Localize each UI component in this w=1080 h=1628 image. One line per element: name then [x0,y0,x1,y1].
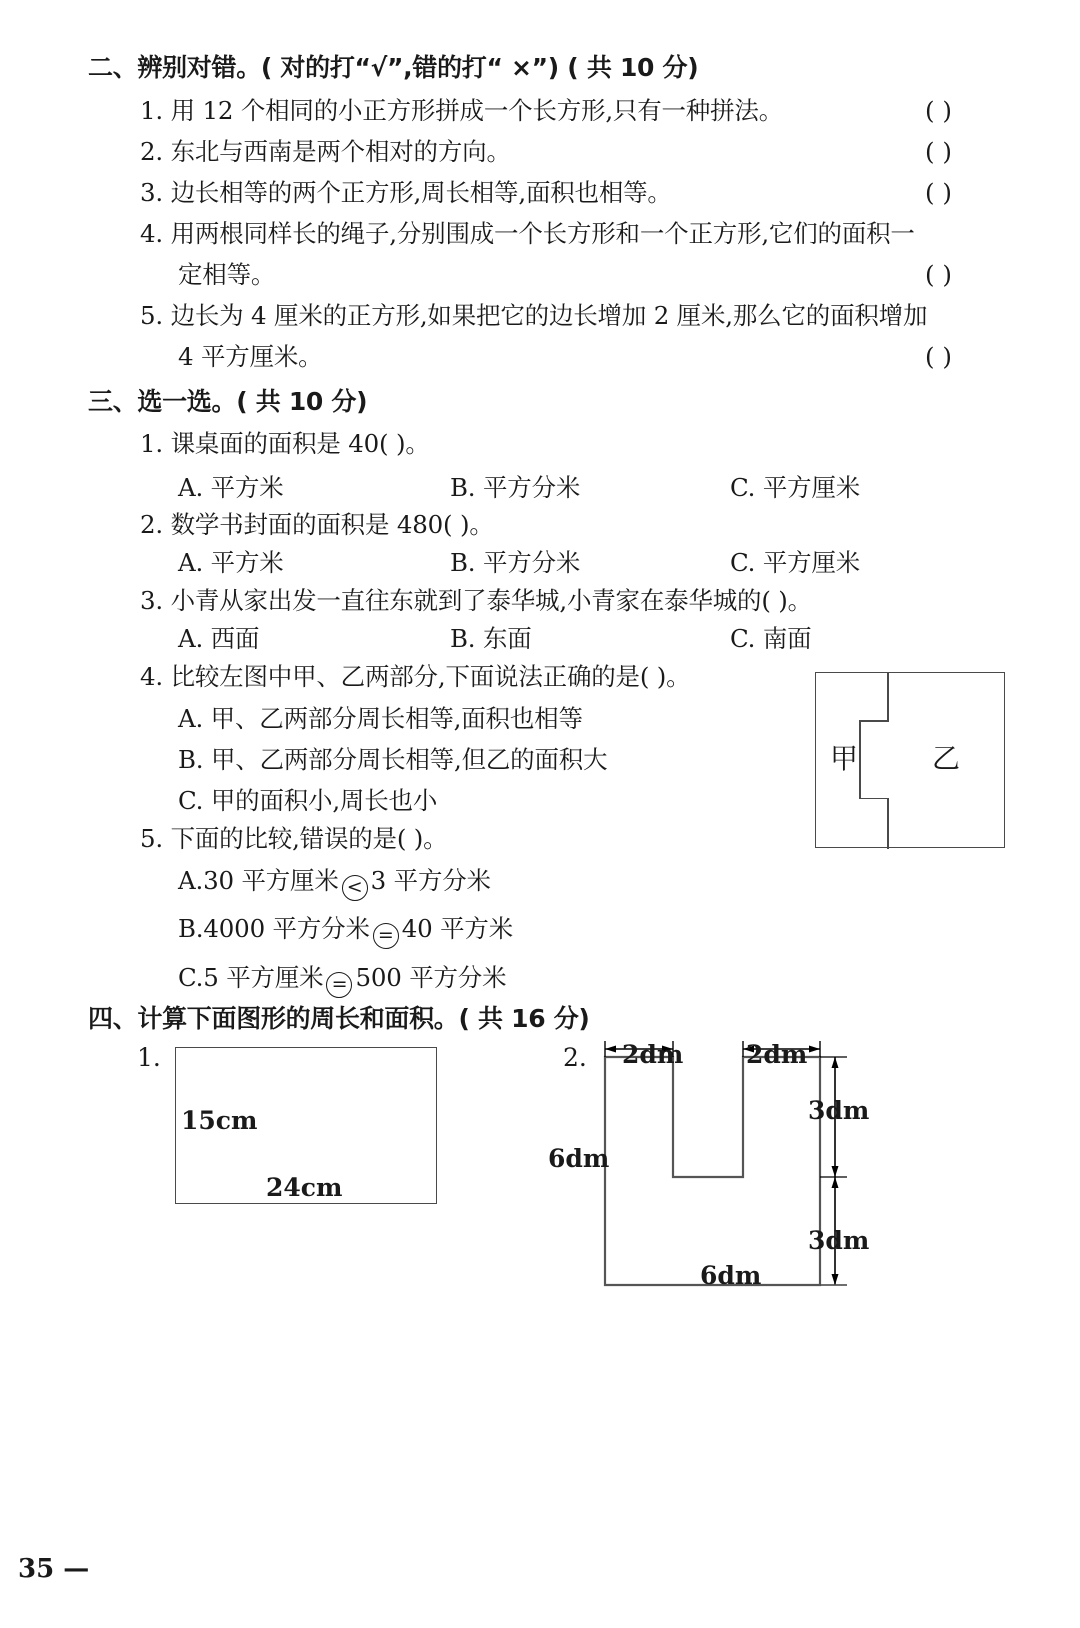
figure-2-right-upper-label: 3dm [808,1096,870,1125]
divider-seg-4 [859,798,889,800]
choice-5-option-b[interactable] [178,914,514,949]
figure-2-top-right-label: 2dm [746,1040,808,1069]
choice-4-option-c[interactable]: C. 甲的面积小,周长也小 [178,786,438,815]
arrowhead-up-1 [832,1057,839,1068]
figure-label-yi: 乙 [932,742,961,775]
section-heading-4: 四、计算下面图形的周长和面积。( 共 16 分) [88,1004,590,1033]
answer-parens-5[interactable]: ( ) [925,342,952,371]
divider-seg-3 [859,720,861,799]
truefalse-item-3: 3. 边长相等的两个正方形,周长相等,面积也相等。 [140,178,672,207]
truefalse-item-1: 1. 用 12 个相同的小正方形拼成一个长方形,只有一种拼法。 [140,96,783,125]
answer-parens-2[interactable]: ( ) [925,137,952,166]
choice-1-option-a[interactable]: A. 平方米 [178,473,284,502]
figure-2-svg [595,1035,855,1295]
section-heading-3: 三、选一选。( 共 10 分) [88,387,368,416]
arrowhead-down-1 [832,1166,839,1177]
choice-5-option-b-right: 40 平方米 [401,914,514,943]
choice-question-1-stem: 1. 课桌面的面积是 40( )。 [140,429,430,458]
arrowhead-left-1 [605,1046,616,1053]
answer-parens-4[interactable]: ( ) [925,260,952,289]
figure-2-top-left-label: 2dm [622,1040,684,1069]
choice-1-option-c[interactable]: C. 平方厘米 [730,473,861,502]
figure-2-ushape [595,1035,855,1295]
choice-5-option-c-left: 5 平方厘米 [203,963,324,992]
choice-5-option-c-label: C. [178,963,204,992]
choice-5-option-a-right: 3 平方分米 [370,866,491,895]
arrowhead-right-2 [809,1046,820,1053]
choice-question-5-stem: 5. 下面的比较,错误的是( )。 [140,824,448,853]
choice-3-option-b[interactable]: B. 东面 [450,624,532,653]
figure-2-right-lower-label: 3dm [808,1226,870,1255]
choice-question-2-stem: 2. 数学书封面的面积是 480( )。 [140,510,494,539]
choice-2-option-a[interactable]: A. 平方米 [178,548,284,577]
choice-5-option-c-right: 500 平方分米 [355,963,507,992]
choice-5-option-a-left: 30 平方厘米 [203,866,339,895]
figure-2-bottom-label: 6dm [700,1261,762,1290]
figure-1-height-label: 15cm [181,1106,258,1135]
choice-4-option-b[interactable]: B. 甲、乙两部分周长相等,但乙的面积大 [178,745,608,774]
figure-2-number: 2. [563,1043,587,1072]
answer-parens-3[interactable]: ( ) [925,178,952,207]
figure-2-left-label: 6dm [548,1144,610,1173]
arrowhead-up-2 [832,1177,839,1188]
choice-2-option-b[interactable]: B. 平方分米 [450,548,581,577]
page-number: 35 — [18,1554,90,1584]
truefalse-item-2: 2. 东北与西南是两个相对的方向。 [140,137,511,166]
truefalse-item-5: 5. 边长为 4 厘米的正方形,如果把它的边长增加 2 厘米,那么它的面积增加 [140,301,928,330]
circled-equals-icon-2: = [326,972,352,998]
choice-4-option-a[interactable]: A. 甲、乙两部分周长相等,面积也相等 [178,704,583,733]
truefalse-item-5-cont: 4 平方厘米。 [178,342,323,371]
choice-5-option-c[interactable] [178,963,507,998]
choice-5-option-a[interactable] [178,866,491,901]
choice-3-option-a[interactable]: A. 西面 [178,624,260,653]
choice-5-option-b-left: 4000 平方分米 [203,914,370,943]
answer-parens-1[interactable]: ( ) [925,96,952,125]
choice-2-option-c[interactable]: C. 平方厘米 [730,548,861,577]
figure-1-number: 1. [137,1043,161,1072]
figure-jia-yi [815,672,1005,848]
choice-question-3-stem: 3. 小青从家出发一直往东就到了泰华城,小青家在泰华城的( )。 [140,586,812,615]
ushape-outline [605,1057,820,1285]
circled-less-than-icon: < [342,875,368,901]
choice-3-option-c[interactable]: C. 南面 [730,624,812,653]
section-heading-2: 二、辨别对错。( 对的打“√”,错的打“ ×”) ( 共 10 分) [88,53,699,82]
choice-1-option-b[interactable]: B. 平方分米 [450,473,581,502]
arrowhead-down-2 [832,1274,839,1285]
truefalse-item-4: 4. 用两根同样长的绳子,分别围成一个长方形和一个正方形,它们的面积一 [140,219,915,248]
choice-5-option-b-label: B. [178,914,204,943]
divider-seg-5 [887,798,889,849]
figure-1-width-label: 24cm [266,1173,343,1202]
divider-seg-2 [859,720,889,722]
choice-question-4-stem: 4. 比较左图中甲、乙两部分,下面说法正确的是( )。 [140,662,691,691]
divider-seg-1 [887,673,889,722]
figure-label-jia: 甲 [830,742,859,775]
truefalse-item-4-cont: 定相等。 [178,260,276,289]
choice-5-option-a-label: A. [178,866,204,895]
circled-equals-icon: = [373,923,399,949]
